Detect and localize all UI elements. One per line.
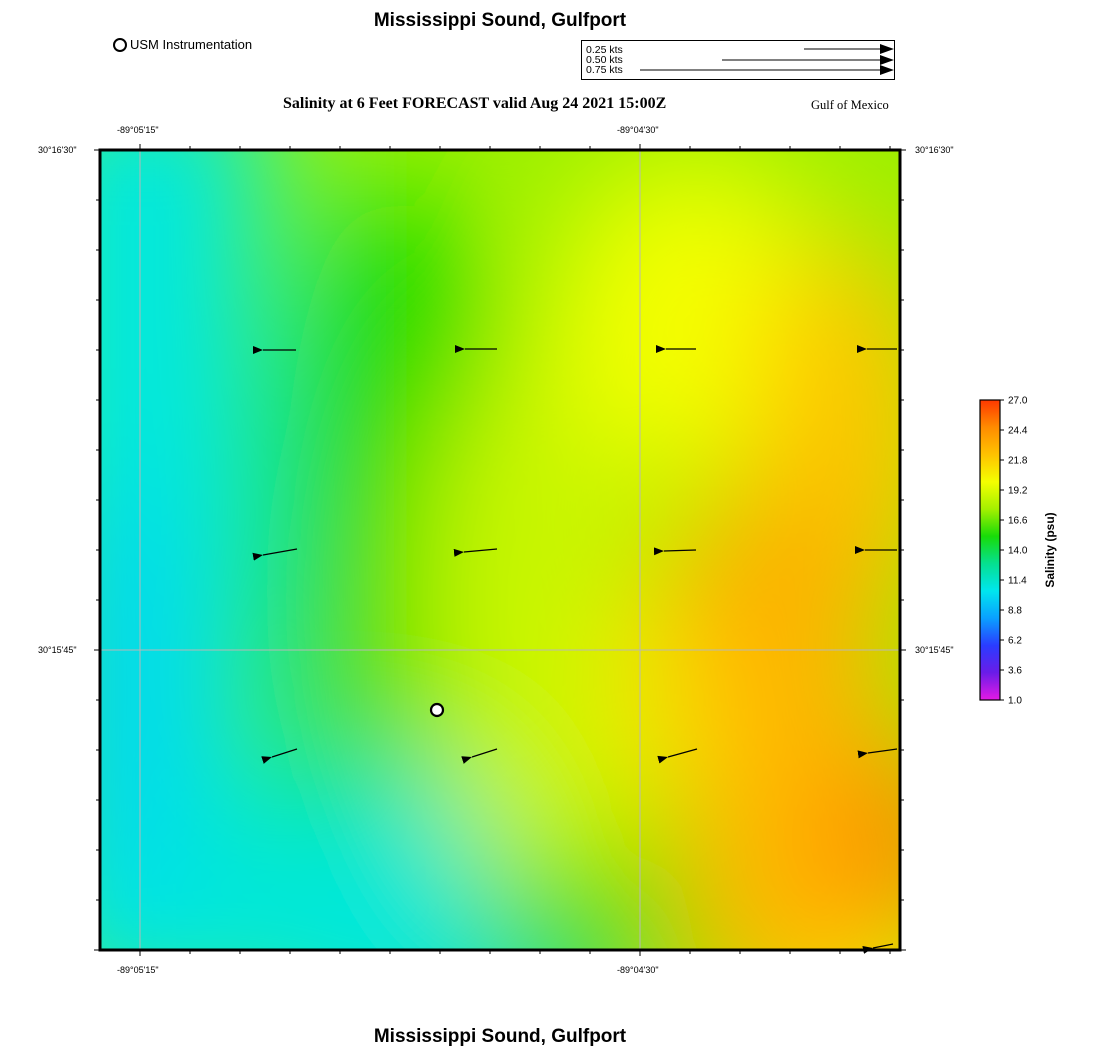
salinity-field <box>85 135 915 965</box>
colorbar-tick-label: 14.0 <box>1008 545 1028 557</box>
colorbar-tick-label: 19.2 <box>1008 485 1028 497</box>
map-title: Mississippi Sound, Gulfport <box>373 10 627 31</box>
vector-legend-arrow-3 <box>640 65 894 75</box>
vector-legend-label-3: 0.75 kts <box>586 64 623 76</box>
x-tick-label-bottom-2: -89°04'30" <box>617 965 659 975</box>
forecast-subtitle: Salinity at 6 Feet FORECAST valid Aug 24 2021 15:00Z <box>283 95 667 112</box>
x-tick-label-bottom-1: -89°05'15" <box>117 965 159 975</box>
usm-station-marker[interactable] <box>431 704 443 716</box>
vector-legend-arrow-1 <box>804 44 894 54</box>
colorbar-gradient <box>980 400 1000 700</box>
colorbar-tick-label: 1.0 <box>1008 695 1022 707</box>
x-tick-label-top-2: -89°04'30" <box>617 125 659 135</box>
vector-legend-arrows <box>582 41 894 79</box>
colorbar-tick-label: 3.6 <box>1008 665 1022 677</box>
colorbar-tick-label: 21.8 <box>1008 455 1028 467</box>
y-tick-label-right-2: 30°15'45" <box>915 645 954 655</box>
y-tick-label-right-1: 30°16'30" <box>915 145 954 155</box>
colorbar-tick-label: 27.0 <box>1008 395 1028 407</box>
colorbar-tick-label: 16.6 <box>1008 515 1028 527</box>
vector-speed-legend <box>581 40 895 80</box>
colorbar-tick-label: 8.8 <box>1008 605 1022 617</box>
vector-legend-label-2: 0.50 kts <box>586 54 623 66</box>
y-tick-label-left-2: 30°15'45" <box>38 645 77 655</box>
station-legend-label: USM Instrumentation <box>130 37 253 52</box>
salinity-map <box>85 135 915 965</box>
station-marker-icon <box>113 38 127 52</box>
x-tick-label-top-1: -89°05'15" <box>117 125 159 135</box>
colorbar-tick-label: 6.2 <box>1008 635 1022 647</box>
station-legend <box>113 37 252 52</box>
salinity-colorbar <box>975 395 1035 707</box>
map-footer-title: Mississippi Sound, Gulfport <box>373 1026 627 1047</box>
colorbar-title: Salinity (psu) <box>1043 512 1057 588</box>
colorbar-tick-label: 24.4 <box>1008 425 1028 437</box>
vector-legend-label-1: 0.25 kts <box>586 44 623 56</box>
vector-legend-arrow-2 <box>722 55 894 65</box>
colorbar-tick-label: 11.4 <box>1008 575 1027 587</box>
y-tick-label-left-1: 30°16'30" <box>38 145 77 155</box>
region-label: Gulf of Mexico <box>811 98 889 112</box>
colorbar-ticks <box>1000 396 1028 707</box>
